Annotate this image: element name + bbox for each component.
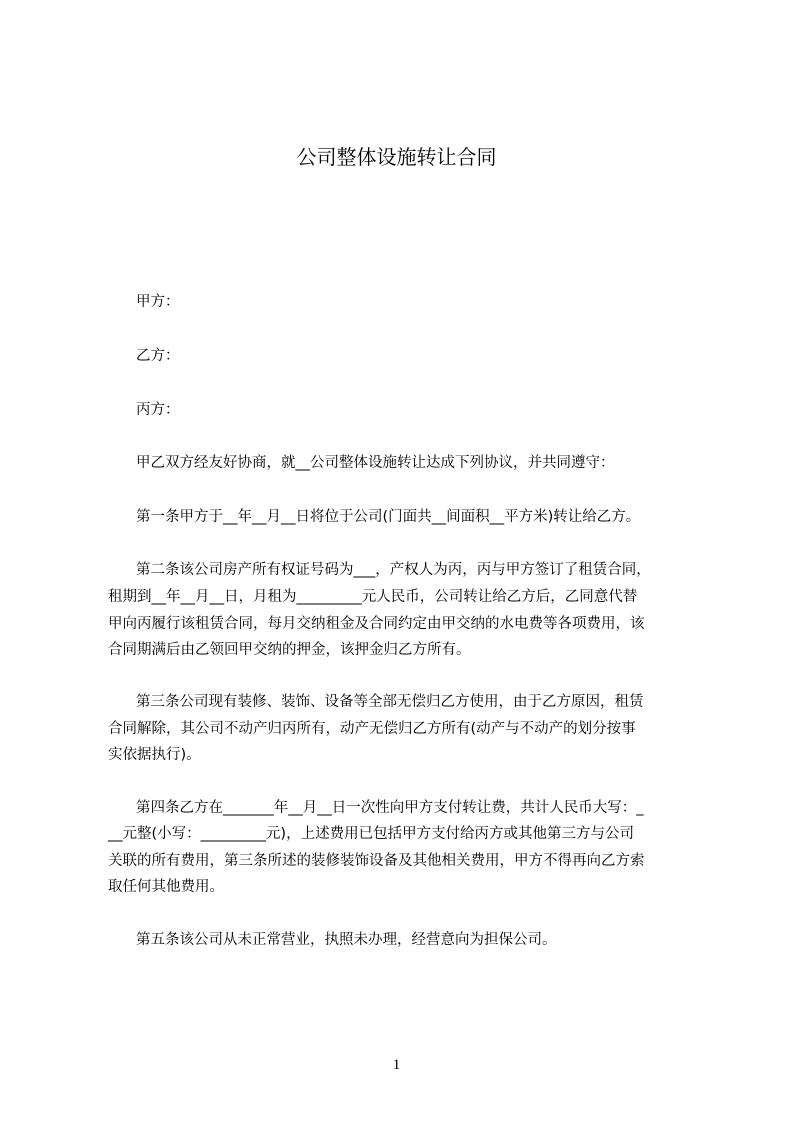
article-4-line-1: 第四条乙方在_______年__月__日一次性向甲方支付转让费，共计人民币大写：_ xyxy=(136,800,644,816)
intro-paragraph: 甲乙双方经友好协商，就__公司整体设施转让达成下列协议，并共同遵守： xyxy=(136,455,615,471)
article-2-line-3: 甲向丙履行该租赁合同，每月交纳租金及合同约定由甲交纳的水电费等各项费用，该 xyxy=(108,616,645,632)
document-title: 公司整体设施转让合同 xyxy=(296,145,497,169)
article-3-line-2: 合同解除，其公司不动产归丙所有，动产无偿归乙方所有(动产与不动产的划分按事 xyxy=(108,721,636,737)
party-c-label: 丙方： xyxy=(136,402,180,418)
article-3-line-3: 实依据执行)。 xyxy=(108,747,201,763)
party-a-label: 甲方： xyxy=(136,294,180,310)
article-4-line-3: 关联的所有费用，第三条所述的装修装饰设备及其他相关费用，甲方不得再向乙方索 xyxy=(108,853,645,869)
article-4-line-2: __元整(小写：_________元)，上述费用已包括甲方支付给丙方或其他第三方与公司 xyxy=(108,826,635,842)
party-b-label: 乙方： xyxy=(136,348,180,364)
article-2-line-4: 合同期满后由乙领回甲交纳的押金，该押金归乙方所有。 xyxy=(108,642,471,658)
article-5-line-1: 第五条该公司从未正常营业，执照未办理，经营意向为担保公司。 xyxy=(136,932,557,948)
page-number: 1 xyxy=(392,1057,401,1073)
article-2-line-2: 租期到__年__月__日，月租为_________元人民币，公司转让给乙方后，乙同意代替 xyxy=(108,589,638,605)
article-2-line-1: 第二条该公司房产所有权证号码为___，产权人为丙，丙与甲方签订了租赁合同， xyxy=(136,562,651,578)
article-4-line-4: 取任何其他费用。 xyxy=(108,879,224,895)
article-3-line-1: 第三条公司现有装修、装饰、设备等全部无偿归乙方使用，由于乙方原因，租赁 xyxy=(136,694,644,710)
article-1-line-1: 第一条甲方于__年__月__日将位于公司(门面共__间面积__平方米)转让给乙方。 xyxy=(136,509,641,525)
